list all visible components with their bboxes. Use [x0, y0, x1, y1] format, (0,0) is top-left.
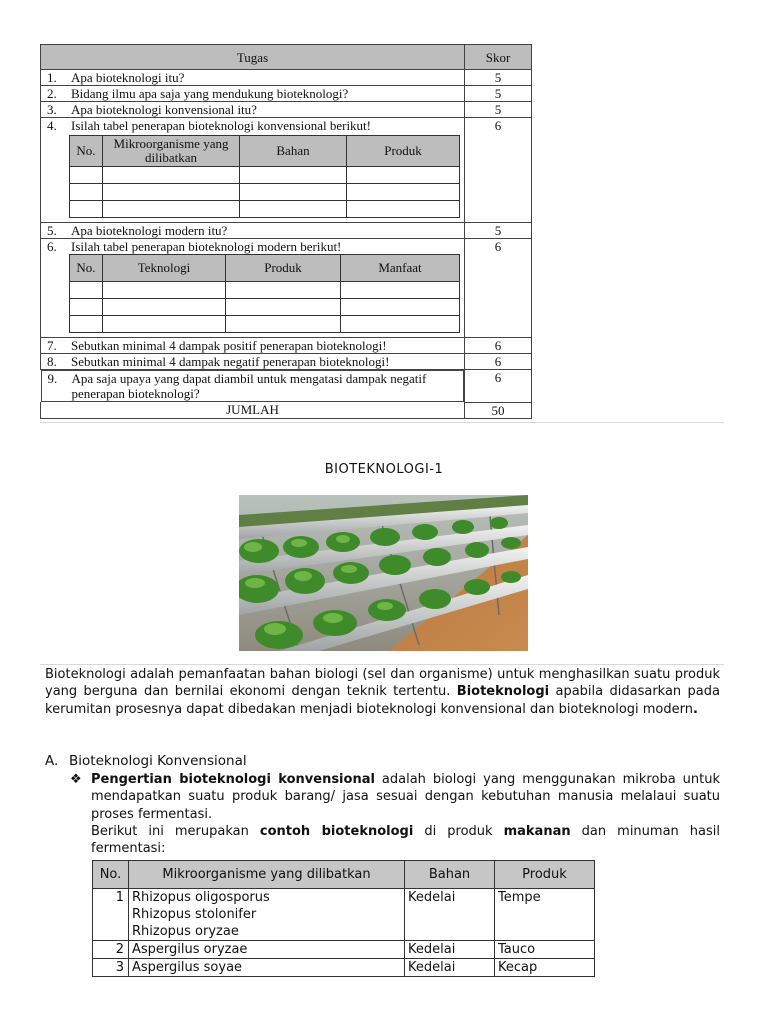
question-number: 8.: [47, 354, 57, 369]
question-score: 6: [465, 354, 532, 370]
column-header-produk: Produk: [495, 861, 595, 889]
hydroponic-photo: [239, 495, 528, 651]
definition-text: adalah biologi yang menggunakan mikroba untuk mendapatkan suatu produk barang/ jasa sesuai dengan kebutuhan manusia melalaui suatu proses fermentasi.: [91, 772, 720, 822]
sub-table-header: Teknologi: [103, 255, 226, 282]
task-row: [41, 338, 532, 354]
intro-bold-term: Bioteknologi: [456, 684, 550, 700]
fermentation-example-table: [92, 860, 595, 977]
produk-cell: Kecap: [495, 959, 595, 977]
task-row: [41, 370, 532, 403]
produk-cell: Tauco: [495, 941, 595, 959]
question-number: 6.: [47, 239, 57, 254]
question-score: 5: [465, 86, 532, 102]
table-row: [93, 941, 595, 959]
diamond-bullet-icon: ❖: [70, 772, 82, 787]
question-score: 6: [465, 118, 532, 223]
bahan-cell: Kedelai: [405, 889, 495, 941]
bahan-cell: Kedelai: [405, 959, 495, 977]
task-row: [41, 239, 532, 338]
blank-answer-row[interactable]: [70, 282, 460, 299]
task-row: [41, 354, 532, 370]
example-intro-text: dan minuman hasil fermentasi:: [91, 823, 721, 857]
intro-paragraph: [45, 666, 720, 718]
microbe-list: [129, 889, 405, 941]
example-intro-text: Berikut ini merupakan: [91, 823, 260, 839]
task-row: [41, 86, 532, 102]
definition-paragraph: [91, 771, 720, 823]
sub-table-header: Produk: [347, 136, 460, 167]
row-number: 1: [93, 889, 129, 941]
modern-answer-table: [69, 254, 460, 333]
task-row: [41, 118, 532, 223]
microbe-name: Rhizopus oryzae: [132, 924, 239, 939]
total-row: [41, 402, 532, 418]
question-text: Apa bioteknologi modern itu?: [71, 223, 228, 238]
question-number: 9.: [47, 371, 58, 386]
section-title: Bioteknologi Konvensional: [69, 753, 247, 769]
sub-table-header: Produk: [226, 255, 341, 282]
task-table: [40, 44, 532, 419]
conventional-answer-table: [69, 135, 460, 218]
question-text: Sebutkan minimal 4 dampak positif penerapan bioteknologi!: [71, 338, 387, 353]
microbe-list: [129, 959, 405, 977]
produk-cell: Tempe: [495, 889, 595, 941]
score-column-header: Skor: [465, 45, 532, 70]
question-text: Sebutkan minimal 4 dampak negatif penerapan bioteknologi!: [71, 354, 390, 369]
column-header-bahan: Bahan: [405, 861, 495, 889]
question-number: 4.: [47, 118, 57, 133]
question-score: 5: [465, 223, 532, 239]
table-row: [93, 959, 595, 977]
question-score: 6: [465, 338, 532, 354]
task-column-header: Tugas: [41, 45, 465, 70]
microbe-name: Aspergilus soyae: [132, 960, 243, 975]
hydroponic-illustration: [239, 495, 528, 651]
divider: [40, 422, 724, 423]
task-row: [41, 102, 532, 118]
definition-block: [70, 771, 720, 857]
intro-period: .: [693, 701, 698, 717]
question-number: 1.: [47, 70, 57, 85]
question-text: Apa bioteknologi konvensional itu?: [71, 102, 257, 117]
blank-answer-row[interactable]: [70, 316, 460, 333]
question-text: Apa saja upaya yang dapat diambil untuk mengatasi dampak negatif penerapan bioteknologi?: [71, 371, 427, 401]
intro-text: Bioteknologi adalah pemanfaatan bahan biologi (sel dan organisme) untuk menghasilkan suatu produk yang berguna dan bernilai ekonomi dengan teknik tertentu.: [45, 667, 720, 700]
total-label: JUMLAH: [41, 402, 465, 418]
blank-answer-row[interactable]: [70, 201, 460, 218]
intro-text: apabila didasarkan pada kerumitan prosesnya dapat dibedakan menjadi bioteknologi konvensional dan bioteknologi modern: [45, 684, 720, 717]
example-intro-bold: makanan: [503, 823, 571, 839]
section-heading: [45, 753, 247, 769]
row-number: 2: [93, 941, 129, 959]
question-text: Apa bioteknologi itu?: [71, 70, 185, 85]
example-intro-bold: contoh bioteknologi: [259, 823, 414, 839]
total-score: 50: [465, 402, 532, 418]
microbe-name: Aspergilus oryzae: [132, 942, 248, 957]
definition-term: Pengertian bioteknologi konvensional: [91, 772, 375, 787]
sub-table-header: Manfaat: [341, 255, 460, 282]
bahan-cell: Kedelai: [405, 941, 495, 959]
sub-table-header: No.: [70, 136, 103, 167]
blank-answer-row[interactable]: [70, 184, 460, 201]
microbe-name: Rhizopus oligosporus: [132, 890, 270, 905]
question-score: 6: [465, 239, 532, 338]
divider: [40, 664, 724, 665]
question-score: 5: [465, 102, 532, 118]
question-score: 5: [465, 70, 532, 86]
question-number: 2.: [47, 86, 57, 101]
sub-table-header: Mikroorganisme yang dilibatkan: [103, 136, 240, 167]
microbe-list: [129, 941, 405, 959]
blank-answer-row[interactable]: [70, 299, 460, 316]
question-number: 5.: [47, 223, 57, 238]
task-row: [41, 223, 532, 239]
task-row: [41, 70, 532, 86]
question-text: Bidang ilmu apa saja yang mendukung bioteknologi?: [71, 86, 349, 101]
table-row: [93, 889, 595, 941]
sub-table-header: No.: [70, 255, 103, 282]
microbe-name: Rhizopus stolonifer: [132, 907, 257, 922]
blank-answer-row[interactable]: [70, 167, 460, 184]
page-title: BIOTEKNOLOGI-1: [324, 462, 444, 477]
section-letter: A.: [45, 753, 59, 769]
question-number: 7.: [47, 338, 57, 353]
row-number: 3: [93, 959, 129, 977]
example-intro-text: di produk: [413, 823, 504, 839]
example-table-header: [93, 861, 595, 889]
question-text: Isilah tabel penerapan bioteknologi modern berikut!: [71, 239, 342, 254]
question-score: 6: [465, 370, 532, 403]
question-number: 3.: [47, 102, 57, 117]
column-header-microbes: Mikroorganisme yang dilibatkan: [129, 861, 405, 889]
task-table-header: [41, 45, 532, 70]
column-header-no: No.: [93, 861, 129, 889]
sub-table-header: Bahan: [240, 136, 347, 167]
example-intro-paragraph: [91, 823, 720, 858]
question-text: Isilah tabel penerapan bioteknologi konvensional berikut!: [71, 118, 371, 133]
